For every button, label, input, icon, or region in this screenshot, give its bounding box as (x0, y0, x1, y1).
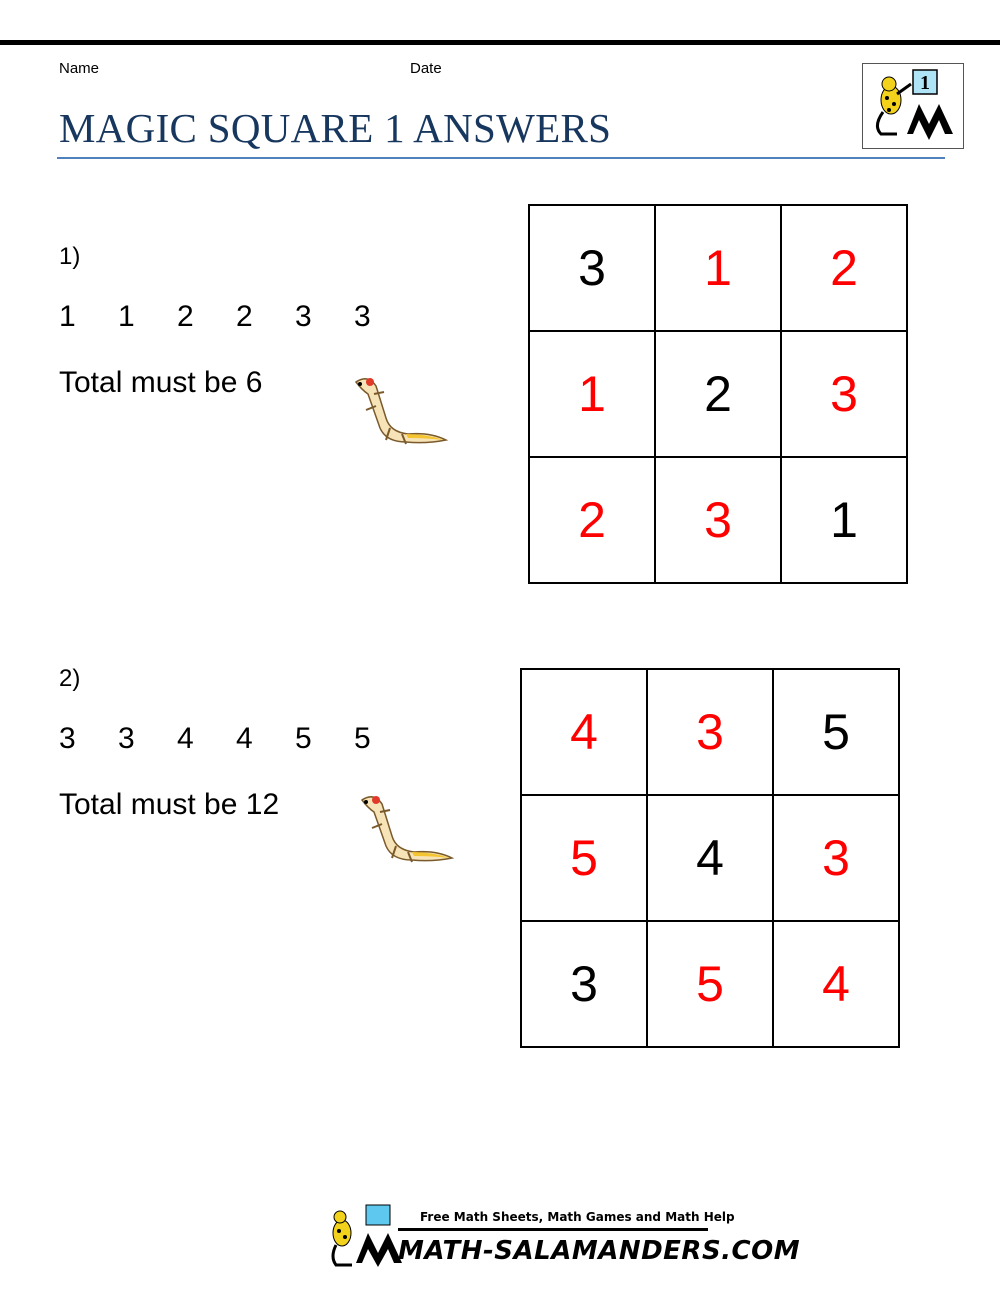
grid-cell: 3 (774, 796, 898, 920)
grid-cell: 3 (530, 206, 654, 330)
grid-cell: 2 (782, 206, 906, 330)
number-item: 1 (118, 300, 135, 333)
footer-tagline: Free Math Sheets, Math Games and Math Help (420, 1210, 735, 1224)
problem-1-numbers (59, 300, 413, 334)
problem-1-total: Total must be 6 (59, 366, 263, 399)
name-label: Name (59, 60, 100, 77)
grid-cell: 4 (648, 796, 772, 920)
grid-cell: 2 (656, 332, 780, 456)
salamander-icon (352, 790, 456, 864)
number-item: 4 (236, 722, 253, 755)
title-underline (57, 157, 945, 159)
number-item: 5 (295, 722, 312, 755)
date-label: Date (410, 60, 442, 77)
magic-square-1 (528, 204, 908, 584)
grid-cell: 3 (648, 670, 772, 794)
number-item: 3 (295, 300, 312, 333)
grid-cell: 2 (530, 458, 654, 582)
grid-cell: 3 (522, 922, 646, 1046)
badge-number: 1 (920, 72, 930, 94)
salamander-icon (346, 372, 450, 446)
problem-1-label: 1) (59, 243, 81, 270)
problem-2-total: Total must be 12 (59, 788, 280, 821)
number-item: 2 (177, 300, 194, 333)
number-item: 3 (354, 300, 371, 333)
footer-site-name: MATH-SALAMANDERS.COM (398, 1236, 801, 1266)
grid-cell: 5 (774, 670, 898, 794)
top-border-line (0, 40, 1000, 45)
number-item: 3 (118, 722, 135, 755)
number-item: 3 (59, 722, 76, 755)
problem-2-label: 2) (59, 665, 81, 692)
page-title: MAGIC SQUARE 1 ANSWERS (59, 105, 612, 151)
number-item: 1 (59, 300, 76, 333)
grid-cell: 1 (530, 332, 654, 456)
grid-cell: 1 (782, 458, 906, 582)
footer-rule (398, 1228, 708, 1231)
footer-salamander-logo-icon (326, 1203, 408, 1267)
number-item: 2 (236, 300, 253, 333)
magic-square-2 (520, 668, 900, 1048)
level-badge-logo (862, 63, 964, 149)
grid-cell: 1 (656, 206, 780, 330)
grid-cell: 5 (648, 922, 772, 1046)
grid-cell: 4 (522, 670, 646, 794)
salamander-logo-icon (863, 64, 963, 148)
grid-cell: 4 (774, 922, 898, 1046)
problem-2-numbers (59, 722, 413, 756)
grid-cell: 5 (522, 796, 646, 920)
number-item: 4 (177, 722, 194, 755)
number-item: 5 (354, 722, 371, 755)
grid-cell: 3 (656, 458, 780, 582)
grid-cell: 3 (782, 332, 906, 456)
